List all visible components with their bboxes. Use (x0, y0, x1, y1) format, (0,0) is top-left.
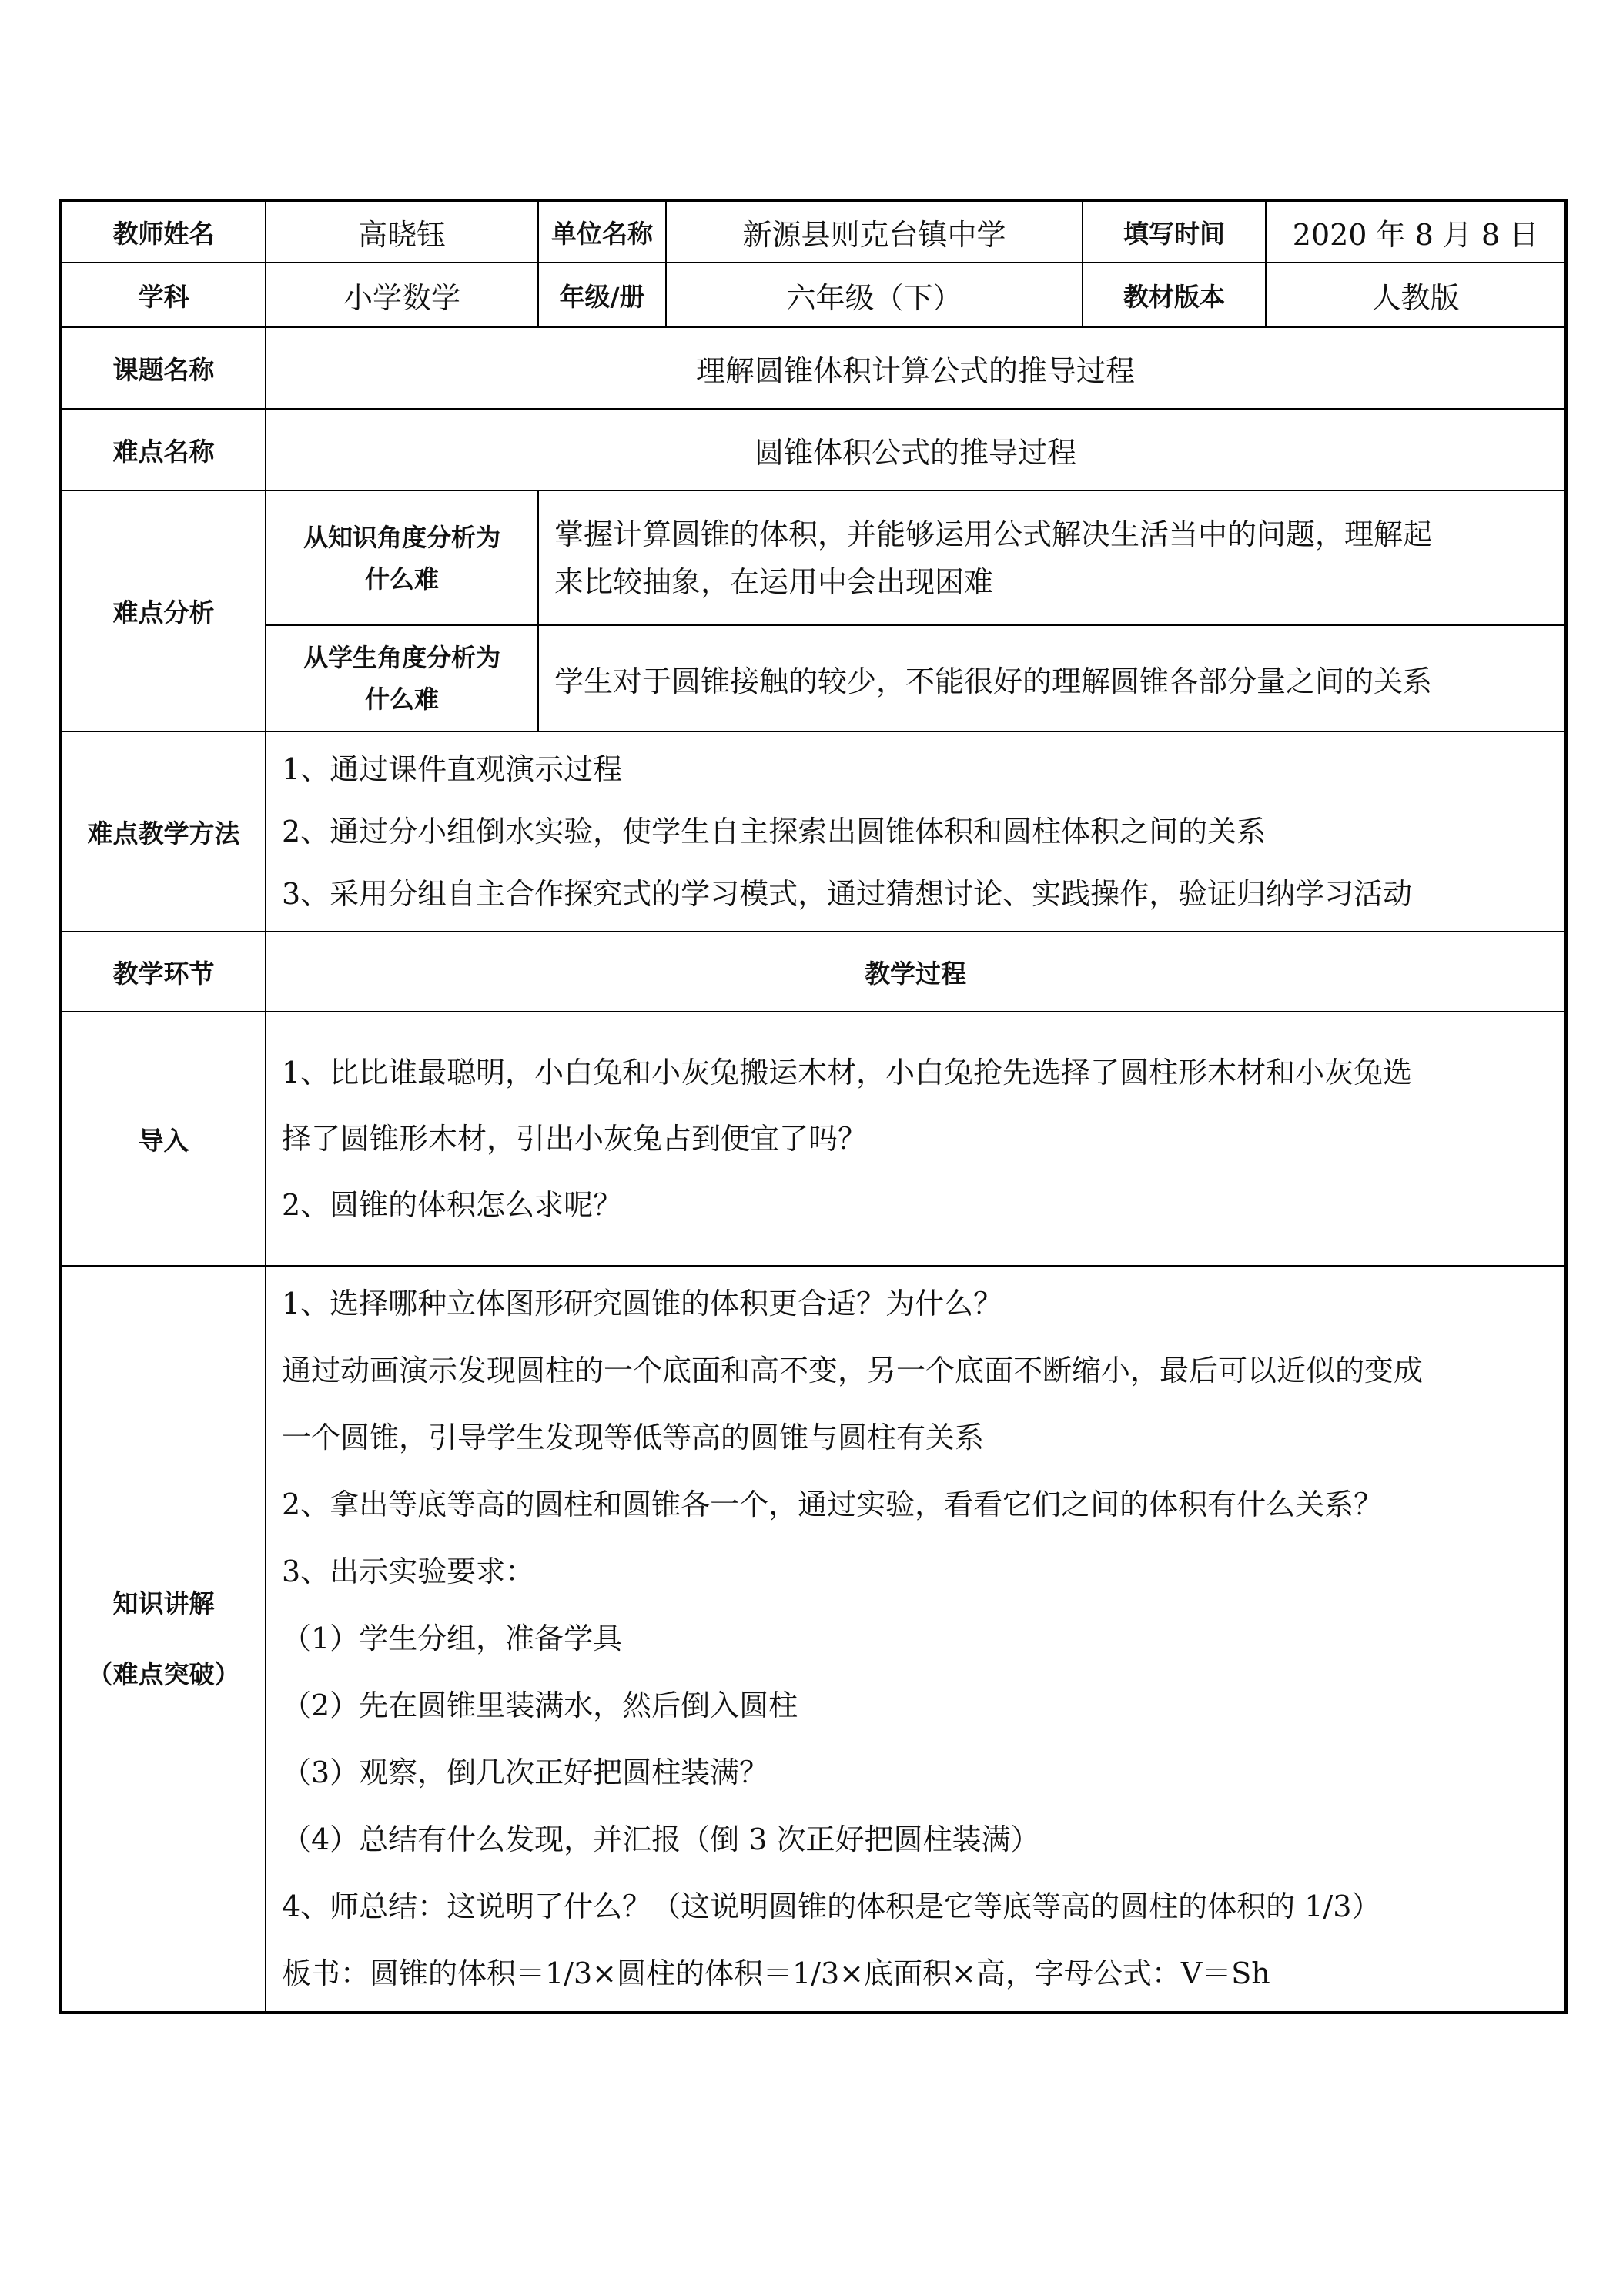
knowledge-angle-label-line1: 从知识角度分析为 (303, 522, 500, 552)
difficulty-row (61, 409, 1566, 490)
knowledge-label-line2: （难点突破） (87, 1658, 240, 1689)
intro-text (266, 1012, 1566, 1266)
knowledge-label-line1: 知识讲解 (112, 1588, 215, 1618)
methods-label: 难点教学方法 (61, 731, 266, 932)
unit-label: 单位名称 (538, 200, 666, 263)
edition-label: 教材版本 (1083, 263, 1266, 327)
knowledge-line: （1）学生分组，准备学具 (282, 1622, 623, 1655)
stage-header: 教学环节 (61, 932, 266, 1012)
student-angle-label-line2: 什么难 (364, 684, 439, 714)
knowledge-label (61, 1266, 266, 2013)
topic-label: 课题名称 (61, 327, 266, 409)
intro-label: 导入 (61, 1012, 266, 1266)
topic-value: 理解圆锥体积计算公式的推导过程 (266, 327, 1566, 409)
intro-line: 择了圆锥形木材，引出小灰兔占到便宜了吗？ (282, 1122, 868, 1156)
student-angle-label (266, 625, 538, 731)
knowledge-line: 1、选择哪种立体图形研究圆锥的体积更合适？为什么？ (282, 1287, 1003, 1320)
student-angle-label-line1: 从学生角度分析为 (303, 643, 500, 672)
topic-row (61, 327, 1566, 409)
knowledge-angle-line2: 来比较抽象，在运用中会出现困难 (554, 564, 994, 599)
knowledge-line: 3、出示实验要求： (282, 1555, 535, 1588)
difficulty-value: 圆锥体积公式的推导过程 (266, 409, 1566, 490)
intro-line: 2、圆锥的体积怎么求呢？ (282, 1188, 623, 1222)
methods-text (266, 731, 1566, 932)
knowledge-line: 通过动画演示发现圆柱的一个底面和高不变，另一个底面不断缩小，最后可以近似的变成 (282, 1354, 1424, 1387)
analysis-label: 难点分析 (61, 490, 266, 731)
process-header: 教学过程 (266, 932, 1566, 1012)
knowledge-line: （4）总结有什么发现，并汇报（倒 3 次正好把圆柱装满） (282, 1822, 1040, 1856)
date-label: 填写时间 (1083, 200, 1266, 263)
method-item: 1、通过课件直观演示过程 (282, 751, 623, 786)
knowledge-text (266, 1266, 1566, 2013)
header-row-1 (61, 200, 1566, 263)
knowledge-line: 一个圆锥，引导学生发现等低等高的圆锥与圆柱有关系 (282, 1421, 985, 1454)
edition-value: 人教版 (1266, 263, 1566, 327)
knowledge-line: 4、师总结：这说明了什么？（这说明圆锥的体积是它等底等高的圆柱的体积的 1/3） (282, 1889, 1381, 1923)
intro-row (61, 1012, 1566, 1266)
knowledge-row (61, 1266, 1566, 2013)
subject-value: 小学数学 (266, 263, 538, 327)
grade-value: 六年级（下） (666, 263, 1083, 327)
knowledge-line: 板书：圆锥的体积＝1/3×圆柱的体积＝1/3×底面积×高，字母公式：V＝Sh (282, 1956, 1270, 1990)
intro-line: 1、比比谁最聪明，小白兔和小灰兔搬运木材，小白兔抢先选择了圆柱形木材和小灰兔选 (282, 1056, 1413, 1089)
analysis-student-row (61, 625, 1566, 731)
method-item: 3、采用分组自主合作探究式的学习模式，通过猜想讨论、实践操作，验证归纳学习活动 (282, 876, 1413, 911)
difficulty-label: 难点名称 (61, 409, 266, 490)
knowledge-line: 2、拿出等底等高的圆柱和圆锥各一个，通过实验，看看它们之间的体积有什么关系？ (282, 1488, 1384, 1521)
knowledge-angle-line1: 掌握计算圆锥的体积，并能够运用公式解决生活当中的问题，理解起 (554, 517, 1433, 551)
subject-label: 学科 (61, 263, 266, 327)
header-row-2 (61, 263, 1566, 327)
methods-row (61, 731, 1566, 932)
student-angle-text: 学生对于圆锥接触的较少，不能很好的理解圆锥各部分量之间的关系 (538, 625, 1566, 731)
knowledge-angle-label (266, 490, 538, 625)
analysis-knowledge-row (61, 490, 1566, 625)
knowledge-line: （2）先在圆锥里装满水，然后倒入圆柱 (282, 1689, 798, 1722)
knowledge-angle-label-line2: 什么难 (364, 564, 439, 594)
knowledge-line: （3）观察，倒几次正好把圆柱装满？ (282, 1755, 769, 1789)
teacher-value: 高晓钰 (266, 200, 538, 263)
grade-label: 年级/册 (538, 263, 666, 327)
date-value: 2020 年 8 月 8 日 (1266, 200, 1566, 263)
lesson-plan-table (59, 199, 1568, 2014)
unit-value: 新源县则克台镇中学 (666, 200, 1083, 263)
knowledge-angle-text (538, 490, 1566, 625)
process-header-row (61, 932, 1566, 1012)
teacher-label: 教师姓名 (61, 200, 266, 263)
method-item: 2、通过分小组倒水实验，使学生自主探索出圆锥体积和圆柱体积之间的关系 (282, 814, 1267, 848)
